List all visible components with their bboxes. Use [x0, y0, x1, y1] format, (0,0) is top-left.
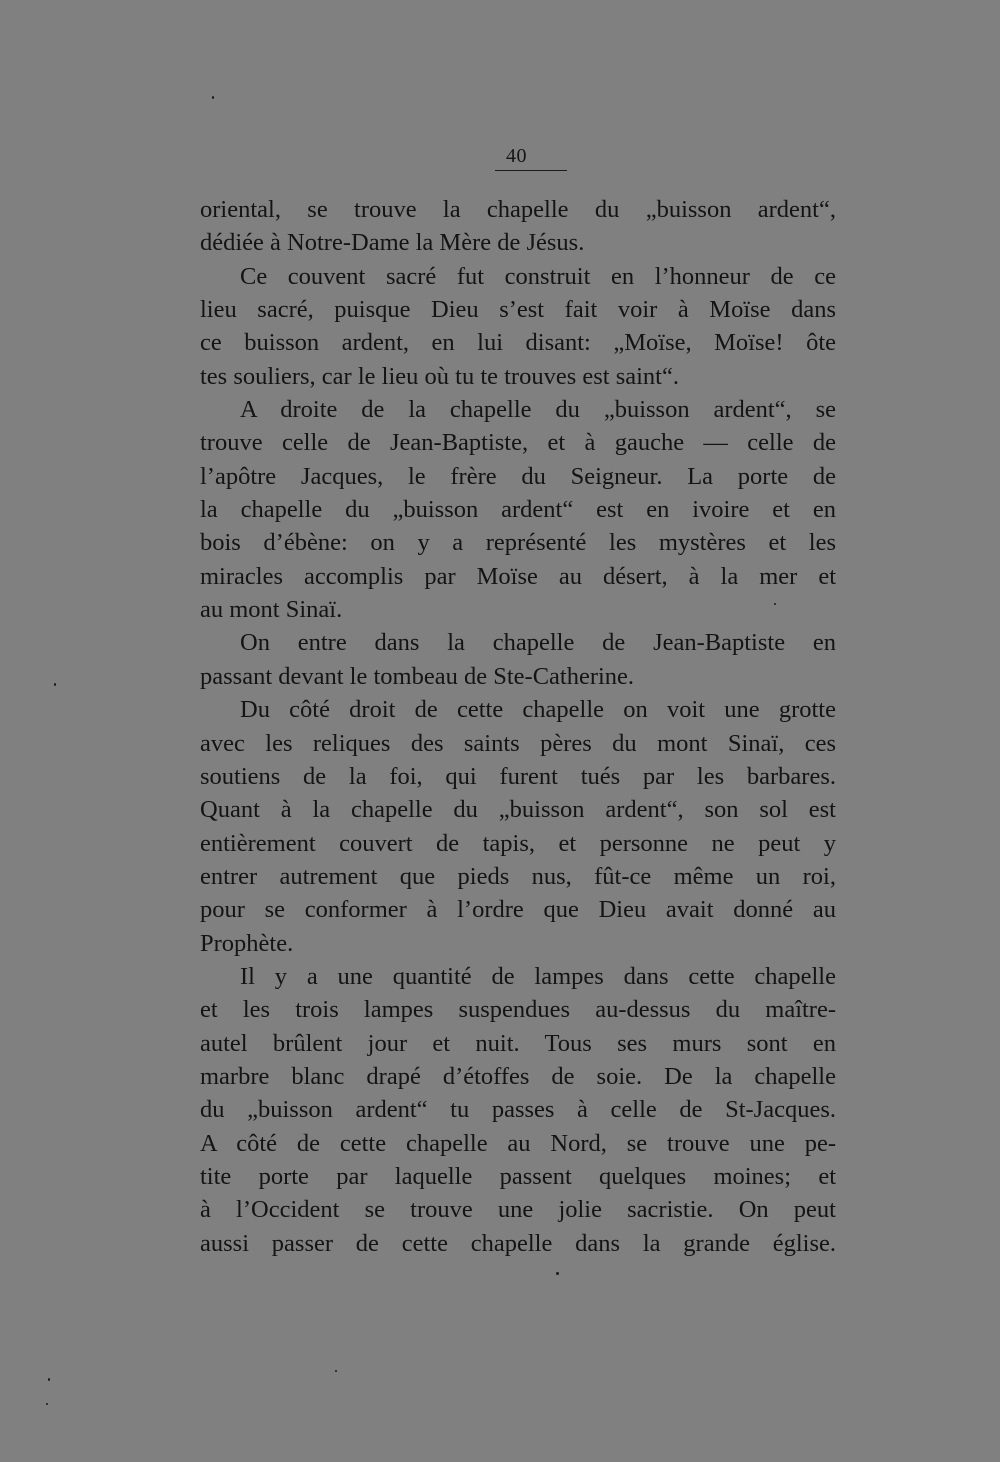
text-line: autel brûlent jour et nuit. Tous ses murs sont en	[200, 1029, 836, 1057]
text-line: et les trois lampes suspendues au-dessus du maître-	[200, 996, 836, 1024]
text-line: tes souliers, car le lieu où tu te trouves est saint“.	[200, 362, 679, 390]
scan-speck	[335, 1370, 337, 1372]
text-line: du „buisson ardent“ tu passes à celle de St-Jacques.	[200, 1096, 836, 1124]
text-line: à l’Occident se trouve une jolie sacristie. On peut	[200, 1196, 836, 1224]
text-line: A droite de la chapelle du „buisson ardent“, se	[240, 396, 836, 424]
page-number-rule	[495, 170, 567, 171]
text-line: entrer autrement que pieds nus, fût-ce même un roi,	[200, 862, 836, 890]
text-line: pour se conformer à l’ordre que Dieu avait donné au	[200, 896, 836, 924]
page-number: 40	[506, 145, 527, 167]
text-line: tite porte par laquelle passent quelques moines; et	[200, 1162, 836, 1190]
text-line: Du côté droit de cette chapelle on voit une grotte	[240, 696, 836, 724]
text-line: Il y a une quantité de lampes dans cette chapelle	[240, 962, 836, 990]
text-line: Quant à la chapelle du „buisson ardent“, son sol est	[200, 796, 836, 824]
page-header	[470, 143, 570, 179]
text-line: aussi passer de cette chapelle dans la grande église.	[200, 1229, 836, 1257]
text-line: lieu sacré, puisque Dieu s’est fait voir à Moïse dans	[200, 296, 836, 324]
scan-speck	[212, 96, 214, 99]
text-line: On entre dans la chapelle de Jean-Baptiste en	[240, 629, 836, 657]
text-line: passant devant le tombeau de Ste-Catherine.	[200, 662, 635, 690]
text-line: Ce couvent sacré fut construit en l’honneur de ce	[240, 262, 836, 290]
text-line: la chapelle du „buisson ardent“ est en ivoire et en	[200, 496, 836, 524]
text-line: bois d’ébène: on y a représenté les mystères et les	[200, 529, 836, 557]
scan-speck	[556, 1272, 559, 1275]
text-line: oriental, se trouve la chapelle du „buisson ardent“,	[200, 196, 836, 223]
text-line: l’apôtre Jacques, le frère du Seigneur. La porte de	[200, 462, 836, 490]
text-line: marbre blanc drapé d’étoffes de soie. De la chapelle	[200, 1062, 836, 1090]
text-line: dédiée à Notre-Dame la Mère de Jésus.	[200, 229, 585, 257]
text-line: au mont Sinaï.	[200, 596, 343, 624]
text-line: Prophète.	[200, 929, 294, 957]
text-line: A côté de cette chapelle au Nord, se trouve une pe-	[200, 1129, 836, 1157]
text-line: soutiens de la foi, qui furent tués par les barbares.	[200, 762, 836, 790]
text-line: entièrement couvert de tapis, et personne ne peut y	[200, 829, 836, 857]
scan-speck	[54, 683, 56, 686]
scan-speck	[774, 603, 776, 605]
scan-speck	[46, 1403, 48, 1405]
body-text	[200, 193, 836, 1260]
text-line: trouve celle de Jean-Baptiste, et à gauche — celle de	[200, 429, 836, 457]
text-line: avec les reliques des saints pères du mont Sinaï, ces	[200, 729, 836, 757]
text-line: miracles accomplis par Moïse au désert, à la mer et	[200, 562, 836, 590]
text-line: ce buisson ardent, en lui disant: „Moïse, Moïse! ôte	[200, 329, 836, 357]
scan-speck	[48, 1378, 50, 1381]
